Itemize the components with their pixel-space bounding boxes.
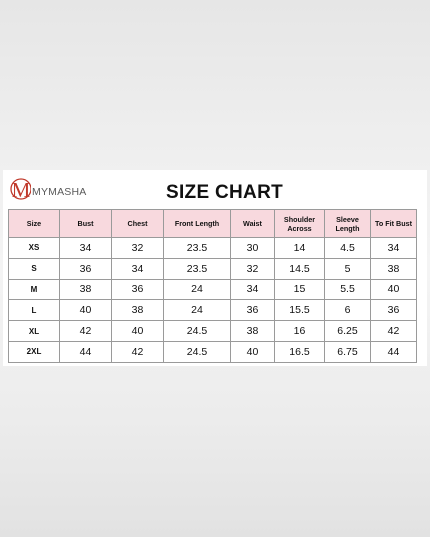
table-cell: 30 bbox=[231, 238, 275, 259]
table-cell: 5 bbox=[325, 258, 371, 279]
brand-name: MYMASHA bbox=[32, 186, 87, 198]
table-cell: 40 bbox=[112, 321, 164, 342]
table-cell: 42 bbox=[60, 321, 112, 342]
table-cell: 4.5 bbox=[325, 238, 371, 259]
table-cell: 42 bbox=[112, 341, 164, 362]
table-cell: 44 bbox=[60, 341, 112, 362]
table-cell: 16 bbox=[275, 321, 325, 342]
page-title: SIZE CHART bbox=[166, 182, 283, 203]
table-cell: 5.5 bbox=[325, 279, 371, 300]
table-row bbox=[9, 279, 417, 300]
table-cell: 38 bbox=[371, 258, 417, 279]
table-cell: 34 bbox=[231, 279, 275, 300]
brand-logo bbox=[9, 176, 87, 202]
table-row bbox=[9, 300, 417, 321]
table-row bbox=[9, 341, 417, 362]
table-cell: 34 bbox=[371, 238, 417, 259]
table-cell: 40 bbox=[231, 341, 275, 362]
table-cell: 38 bbox=[60, 279, 112, 300]
table-row bbox=[9, 238, 417, 259]
column-header: Shoulder Across bbox=[275, 210, 325, 238]
svg-text:M: M bbox=[11, 178, 31, 202]
table-cell: 6 bbox=[325, 300, 371, 321]
table-cell: 23.5 bbox=[164, 258, 231, 279]
table-cell: 32 bbox=[112, 238, 164, 259]
table-cell: 38 bbox=[231, 321, 275, 342]
size-cell: S bbox=[9, 258, 60, 279]
table-cell: 34 bbox=[60, 238, 112, 259]
table-cell: 14.5 bbox=[275, 258, 325, 279]
size-cell: XL bbox=[9, 321, 60, 342]
table-cell: 14 bbox=[275, 238, 325, 259]
column-header: Size bbox=[9, 210, 60, 238]
size-cell: XS bbox=[9, 238, 60, 259]
table-cell: 24 bbox=[164, 279, 231, 300]
table-cell: 40 bbox=[60, 300, 112, 321]
table-row bbox=[9, 321, 417, 342]
table-cell: 15 bbox=[275, 279, 325, 300]
mymasha-logo-icon bbox=[9, 176, 31, 202]
column-header: Front Length bbox=[164, 210, 231, 238]
table-cell: 36 bbox=[112, 279, 164, 300]
size-cell: M bbox=[9, 279, 60, 300]
table-cell: 38 bbox=[112, 300, 164, 321]
table-cell: 23.5 bbox=[164, 238, 231, 259]
column-header: Waist bbox=[231, 210, 275, 238]
table-cell: 36 bbox=[231, 300, 275, 321]
size-table bbox=[8, 209, 417, 363]
table-cell: 24.5 bbox=[164, 321, 231, 342]
column-header: Bust bbox=[60, 210, 112, 238]
table-cell: 40 bbox=[371, 279, 417, 300]
table-cell: 36 bbox=[60, 258, 112, 279]
column-header: Sleeve Length bbox=[325, 210, 371, 238]
table-cell: 32 bbox=[231, 258, 275, 279]
size-cell: 2XL bbox=[9, 341, 60, 362]
table-cell: 42 bbox=[371, 321, 417, 342]
table-cell: 15.5 bbox=[275, 300, 325, 321]
table-cell: 6.25 bbox=[325, 321, 371, 342]
table-cell: 6.75 bbox=[325, 341, 371, 362]
column-header: Chest bbox=[112, 210, 164, 238]
column-header: To Fit Bust bbox=[371, 210, 417, 238]
table-cell: 34 bbox=[112, 258, 164, 279]
table-cell: 24 bbox=[164, 300, 231, 321]
table-cell: 24.5 bbox=[164, 341, 231, 362]
table-cell: 44 bbox=[371, 341, 417, 362]
size-chart-card bbox=[3, 170, 427, 366]
table-row bbox=[9, 258, 417, 279]
size-cell: L bbox=[9, 300, 60, 321]
table-cell: 16.5 bbox=[275, 341, 325, 362]
table-cell: 36 bbox=[371, 300, 417, 321]
table-header-row bbox=[9, 210, 417, 238]
